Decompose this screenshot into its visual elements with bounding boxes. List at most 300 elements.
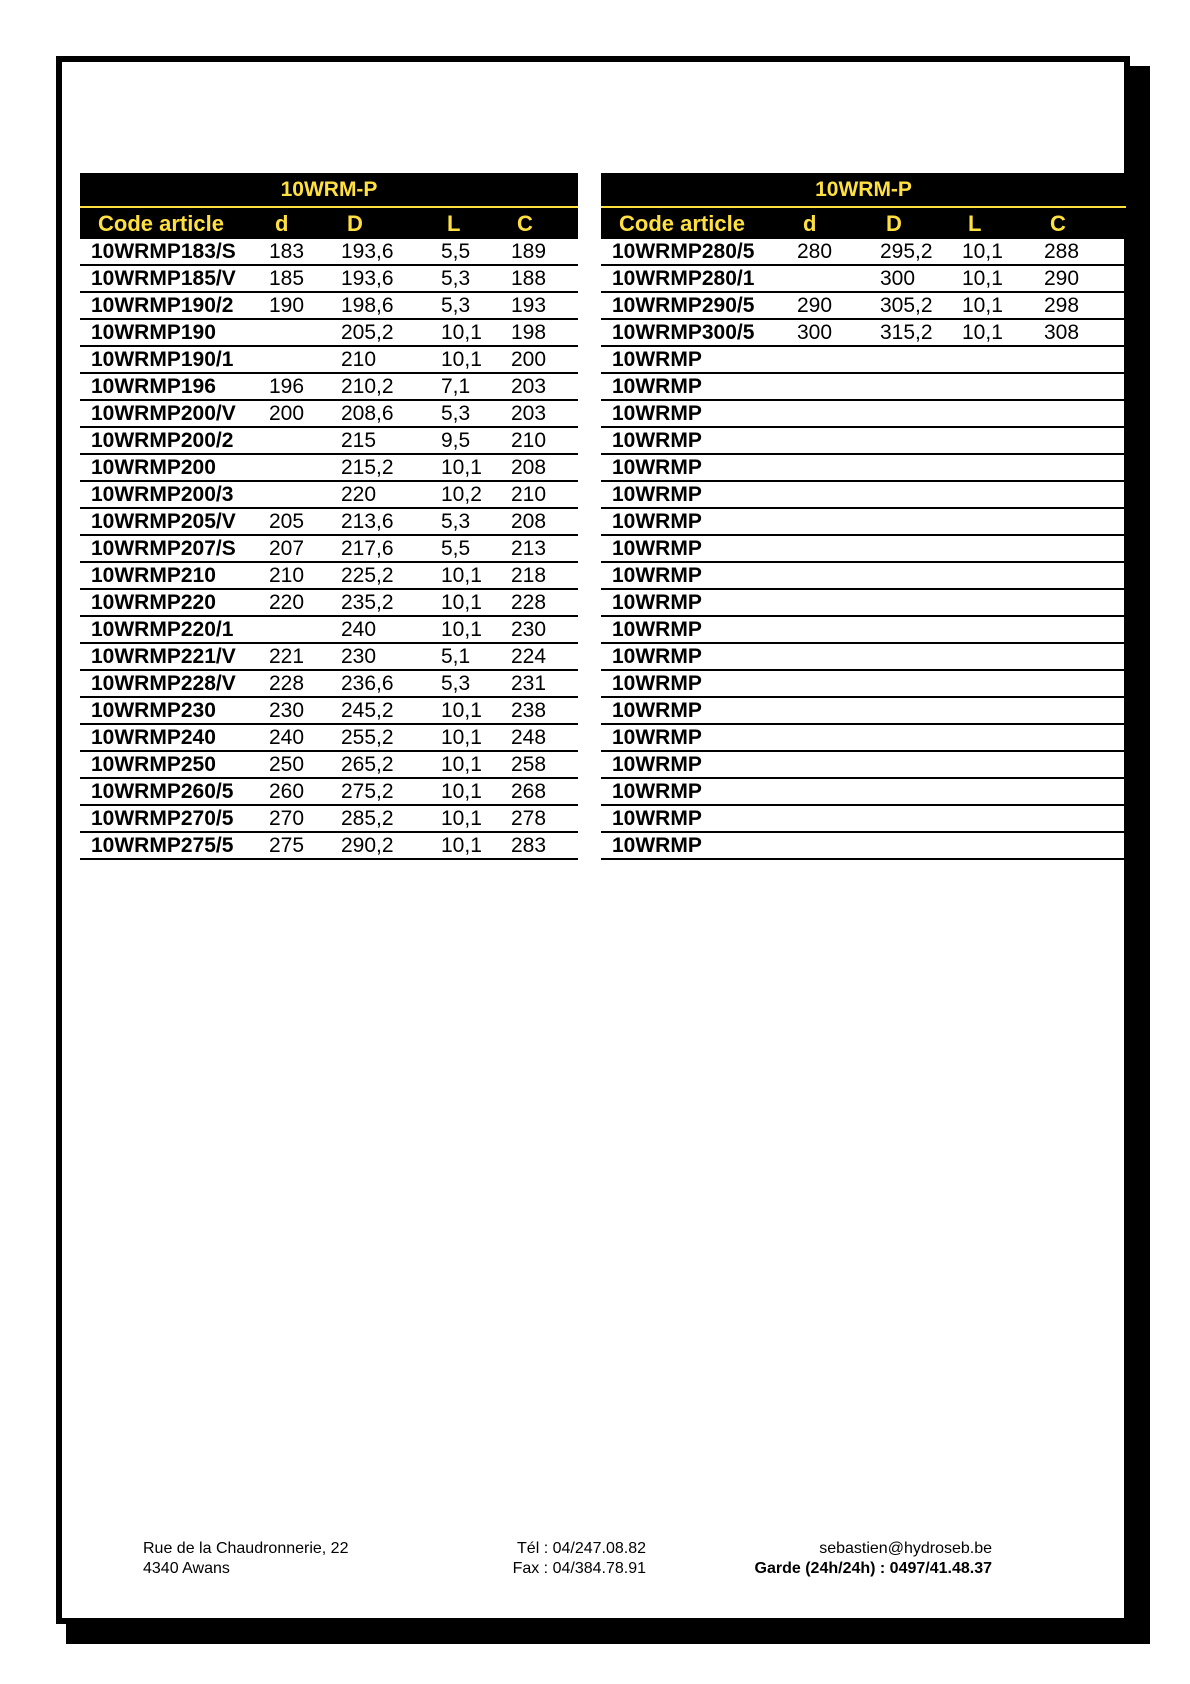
cell-D [880,562,962,589]
cell-d: 221 [269,643,341,670]
cell-C [1044,643,1126,670]
cell-d: 300 [797,319,880,346]
column-header-L: L [962,207,1044,239]
cell-d: 196 [269,373,341,400]
cell-d [797,751,880,778]
cell-code: 10WRMP185/V [80,265,269,292]
cell-L [962,481,1044,508]
footer-contact-block [700,1539,992,1579]
cell-C: 278 [511,805,578,832]
table-row [80,616,578,643]
cell-code: 10WRMP221/V [80,643,269,670]
cell-D: 290,2 [341,832,441,859]
cell-L: 10,1 [441,832,511,859]
cell-code: 10WRMP228/V [80,670,269,697]
cell-d [797,562,880,589]
cell-code: 10WRMP280/5 [601,239,797,265]
table-row [80,346,578,373]
cell-C [1044,805,1126,832]
cell-code: 10WRMP [601,643,797,670]
table-row [80,454,578,481]
email-link[interactable]: sebastien@hydroseb.be [819,1540,992,1557]
cell-d [797,265,880,292]
cell-D [880,589,962,616]
cell-d [797,832,880,859]
cell-d: 220 [269,589,341,616]
table-title: 10WRM-P [601,173,1126,207]
cell-L: 10,1 [962,292,1044,319]
cell-L [962,427,1044,454]
table-body [601,239,1126,859]
table-body [80,239,578,859]
cell-d [797,373,880,400]
cell-L [962,697,1044,724]
cell-d: 210 [269,562,341,589]
table-row [80,239,578,265]
cell-C: 208 [511,454,578,481]
cell-code: 10WRMP [601,616,797,643]
cell-C [1044,508,1126,535]
phone-number: Tél : 04/247.08.82 [517,1540,646,1557]
cell-L [962,778,1044,805]
cell-d [269,454,341,481]
address-line: Rue de la Chaudronnerie, 22 [143,1540,349,1557]
cell-d [797,643,880,670]
cell-L: 5,5 [441,535,511,562]
cell-d [797,454,880,481]
column-header-d: d [269,207,341,239]
cell-L: 10,1 [441,454,511,481]
table-row [601,400,1126,427]
cell-d [797,778,880,805]
cell-D: 300 [880,265,962,292]
table-row [601,589,1126,616]
cell-D: 205,2 [341,319,441,346]
cell-code: 10WRMP220 [80,589,269,616]
cell-C: 258 [511,751,578,778]
cell-C: 189 [511,239,578,265]
cell-L [962,346,1044,373]
cell-C: 288 [1044,239,1126,265]
table-row [601,535,1126,562]
cell-C: 208 [511,508,578,535]
cell-D: 213,6 [341,508,441,535]
cell-C [1044,535,1126,562]
cell-d [797,481,880,508]
cell-D: 235,2 [341,589,441,616]
table-row [601,239,1126,265]
cell-D [880,427,962,454]
cell-C: 230 [511,616,578,643]
cell-code: 10WRMP230 [80,697,269,724]
cell-C [1044,832,1126,859]
cell-C: 200 [511,346,578,373]
cell-d: 260 [269,778,341,805]
column-header-D: D [880,207,962,239]
cell-code: 10WRMP [601,778,797,805]
cell-code: 10WRMP [601,832,797,859]
cell-L [962,562,1044,589]
cell-L: 5,5 [441,239,511,265]
table-row [601,616,1126,643]
cell-code: 10WRMP [601,589,797,616]
cell-C: 308 [1044,319,1126,346]
cell-L: 10,1 [441,616,511,643]
cell-C: 203 [511,400,578,427]
cell-D [880,805,962,832]
cell-code: 10WRMP [601,481,797,508]
cell-d: 207 [269,535,341,562]
column-header-code: Code article [80,207,269,239]
cell-code: 10WRMP [601,562,797,589]
cell-C: 228 [511,589,578,616]
cell-d [797,670,880,697]
cell-C [1044,454,1126,481]
table-row [80,724,578,751]
cell-d: 228 [269,670,341,697]
cell-D [880,751,962,778]
cell-L: 10,1 [441,697,511,724]
cell-code: 10WRMP290/5 [601,292,797,319]
cell-C: 248 [511,724,578,751]
cell-D: 210 [341,346,441,373]
cell-L [962,373,1044,400]
cell-D: 210,2 [341,373,441,400]
cell-L [962,670,1044,697]
table-row [601,292,1126,319]
table-row [80,481,578,508]
footer-address [143,1539,348,1579]
cell-C: 238 [511,697,578,724]
fax-number: Fax : 04/384.78.91 [512,1560,646,1577]
cell-L [962,535,1044,562]
cell-D [880,643,962,670]
cell-D: 245,2 [341,697,441,724]
product-table-left [80,173,578,860]
cell-D [880,778,962,805]
cell-L [962,805,1044,832]
table-row [601,805,1126,832]
cell-C [1044,778,1126,805]
cell-code: 10WRMP190 [80,319,269,346]
table-row [601,562,1126,589]
table-row [80,751,578,778]
cell-L: 10,1 [962,239,1044,265]
cell-d: 230 [269,697,341,724]
cell-d [269,481,341,508]
cell-C: 210 [511,481,578,508]
cell-code: 10WRMP260/5 [80,778,269,805]
cell-code: 10WRMP [601,400,797,427]
cell-L: 10,1 [441,319,511,346]
cell-C: 193 [511,292,578,319]
footer-phone-block [500,1539,646,1579]
cell-L: 5,3 [441,265,511,292]
cell-C [1044,481,1126,508]
table-row [601,670,1126,697]
table-row [601,427,1126,454]
cell-C: 224 [511,643,578,670]
cell-code: 10WRMP [601,724,797,751]
cell-code: 10WRMP200/V [80,400,269,427]
cell-C [1044,616,1126,643]
cell-L: 10,1 [441,778,511,805]
column-header-C: C [1044,207,1126,239]
column-header-d: d [797,207,880,239]
cell-code: 10WRMP200 [80,454,269,481]
column-header-code: Code article [601,207,797,239]
cell-code: 10WRMP220/1 [80,616,269,643]
cell-D [880,454,962,481]
cell-code: 10WRMP [601,346,797,373]
cell-D: 275,2 [341,778,441,805]
cell-code: 10WRMP [601,454,797,481]
cell-d [797,346,880,373]
cell-code: 10WRMP [601,670,797,697]
cell-d: 183 [269,239,341,265]
cell-D [880,373,962,400]
table-row [80,427,578,454]
cell-L [962,616,1044,643]
table-row [80,292,578,319]
cell-D: 193,6 [341,239,441,265]
cell-d: 185 [269,265,341,292]
cell-code: 10WRMP [601,751,797,778]
cell-D [880,832,962,859]
cell-C: 298 [1044,292,1126,319]
table-row [601,751,1126,778]
table-row [80,319,578,346]
cell-C: 198 [511,319,578,346]
cell-C [1044,562,1126,589]
cell-code: 10WRMP275/5 [80,832,269,859]
cell-L: 5,3 [441,400,511,427]
cell-C: 218 [511,562,578,589]
cell-C [1044,724,1126,751]
cell-d [797,805,880,832]
cell-d: 280 [797,239,880,265]
table-row [80,265,578,292]
cell-L [962,751,1044,778]
table-row [80,670,578,697]
cell-C [1044,400,1126,427]
cell-code: 10WRMP200/3 [80,481,269,508]
cell-code: 10WRMP205/V [80,508,269,535]
cell-code: 10WRMP183/S [80,239,269,265]
table-row [80,805,578,832]
cell-L [962,724,1044,751]
cell-L: 10,1 [962,319,1044,346]
cell-D: 240 [341,616,441,643]
table-row [80,697,578,724]
cell-D: 215 [341,427,441,454]
cell-code: 10WRMP207/S [80,535,269,562]
cell-d: 240 [269,724,341,751]
cell-D: 193,6 [341,265,441,292]
cell-C: 283 [511,832,578,859]
cell-L: 5,3 [441,508,511,535]
cell-code: 10WRMP [601,373,797,400]
cell-L: 5,1 [441,643,511,670]
cell-d: 200 [269,400,341,427]
cell-C: 203 [511,373,578,400]
cell-d: 190 [269,292,341,319]
cell-L [962,589,1044,616]
table-row [601,697,1126,724]
cell-L: 10,1 [441,724,511,751]
table-row [80,778,578,805]
cell-L: 10,1 [441,805,511,832]
table-row [601,265,1126,292]
cell-D: 295,2 [880,239,962,265]
cell-C [1044,589,1126,616]
cell-d [269,346,341,373]
cell-D: 236,6 [341,670,441,697]
cell-D [880,400,962,427]
cell-D [880,697,962,724]
cell-code: 10WRMP [601,427,797,454]
cell-D [880,670,962,697]
cell-d [797,427,880,454]
cell-d [797,508,880,535]
cell-d: 275 [269,832,341,859]
cell-L: 7,1 [441,373,511,400]
cell-D: 265,2 [341,751,441,778]
cell-d [269,427,341,454]
cell-code: 10WRMP190/1 [80,346,269,373]
table-row [601,724,1126,751]
cell-D [880,616,962,643]
product-table-right [601,173,1126,860]
cell-code: 10WRMP196 [80,373,269,400]
cell-C [1044,670,1126,697]
cell-D [880,481,962,508]
cell-D [880,346,962,373]
cell-D: 305,2 [880,292,962,319]
table-title: 10WRM-P [80,173,578,207]
cell-C: 213 [511,535,578,562]
cell-C: 210 [511,427,578,454]
cell-d [797,535,880,562]
cell-D: 215,2 [341,454,441,481]
cell-d [797,697,880,724]
cell-L [962,400,1044,427]
table-row [601,319,1126,346]
cell-code: 10WRMP [601,535,797,562]
cell-D: 230 [341,643,441,670]
cell-d: 205 [269,508,341,535]
table-row [80,562,578,589]
cell-d [797,400,880,427]
table-row [601,508,1126,535]
cell-L: 10,1 [962,265,1044,292]
cell-C [1044,373,1126,400]
cell-D: 198,6 [341,292,441,319]
table-row [601,778,1126,805]
cell-C: 268 [511,778,578,805]
cell-D: 220 [341,481,441,508]
cell-C [1044,427,1126,454]
emergency-number: Garde (24h/24h) : 0497/41.48.37 [754,1560,992,1577]
table-row [80,373,578,400]
column-header-L: L [441,207,511,239]
cell-code: 10WRMP [601,805,797,832]
cell-L: 10,1 [441,751,511,778]
cell-code: 10WRMP [601,697,797,724]
cell-L: 10,1 [441,562,511,589]
cell-code: 10WRMP190/2 [80,292,269,319]
table-row [601,481,1126,508]
table-row [601,346,1126,373]
cell-d [797,589,880,616]
column-header-D: D [341,207,441,239]
cell-code: 10WRMP270/5 [80,805,269,832]
cell-C: 188 [511,265,578,292]
cell-C [1044,346,1126,373]
address-line: 4340 Awans [143,1560,230,1577]
table-row [80,400,578,427]
cell-D: 225,2 [341,562,441,589]
cell-C: 231 [511,670,578,697]
cell-d [797,724,880,751]
cell-L: 10,2 [441,481,511,508]
cell-code: 10WRMP300/5 [601,319,797,346]
cell-d: 290 [797,292,880,319]
cell-L [962,454,1044,481]
table-row [80,535,578,562]
cell-L: 5,3 [441,670,511,697]
cell-L [962,832,1044,859]
cell-C [1044,751,1126,778]
cell-D [880,724,962,751]
cell-code: 10WRMP280/1 [601,265,797,292]
cell-code: 10WRMP210 [80,562,269,589]
cell-d: 250 [269,751,341,778]
cell-D: 217,6 [341,535,441,562]
cell-d [269,616,341,643]
cell-d: 270 [269,805,341,832]
cell-D: 285,2 [341,805,441,832]
cell-d [269,319,341,346]
cell-code: 10WRMP200/2 [80,427,269,454]
table-row [80,508,578,535]
cell-C: 290 [1044,265,1126,292]
table-row [601,373,1126,400]
cell-L [962,508,1044,535]
cell-D [880,508,962,535]
cell-L: 10,1 [441,589,511,616]
cell-L: 10,1 [441,346,511,373]
table-row [601,832,1126,859]
cell-L: 5,3 [441,292,511,319]
table-row [601,643,1126,670]
cell-code: 10WRMP240 [80,724,269,751]
table-row [80,589,578,616]
cell-D: 208,6 [341,400,441,427]
cell-L [962,643,1044,670]
cell-C [1044,697,1126,724]
cell-code: 10WRMP [601,508,797,535]
cell-D: 315,2 [880,319,962,346]
cell-L: 9,5 [441,427,511,454]
cell-D [880,535,962,562]
cell-d [797,616,880,643]
column-header-C: C [511,207,578,239]
cell-code: 10WRMP250 [80,751,269,778]
table-row [80,832,578,859]
table-row [80,643,578,670]
table-row [601,454,1126,481]
